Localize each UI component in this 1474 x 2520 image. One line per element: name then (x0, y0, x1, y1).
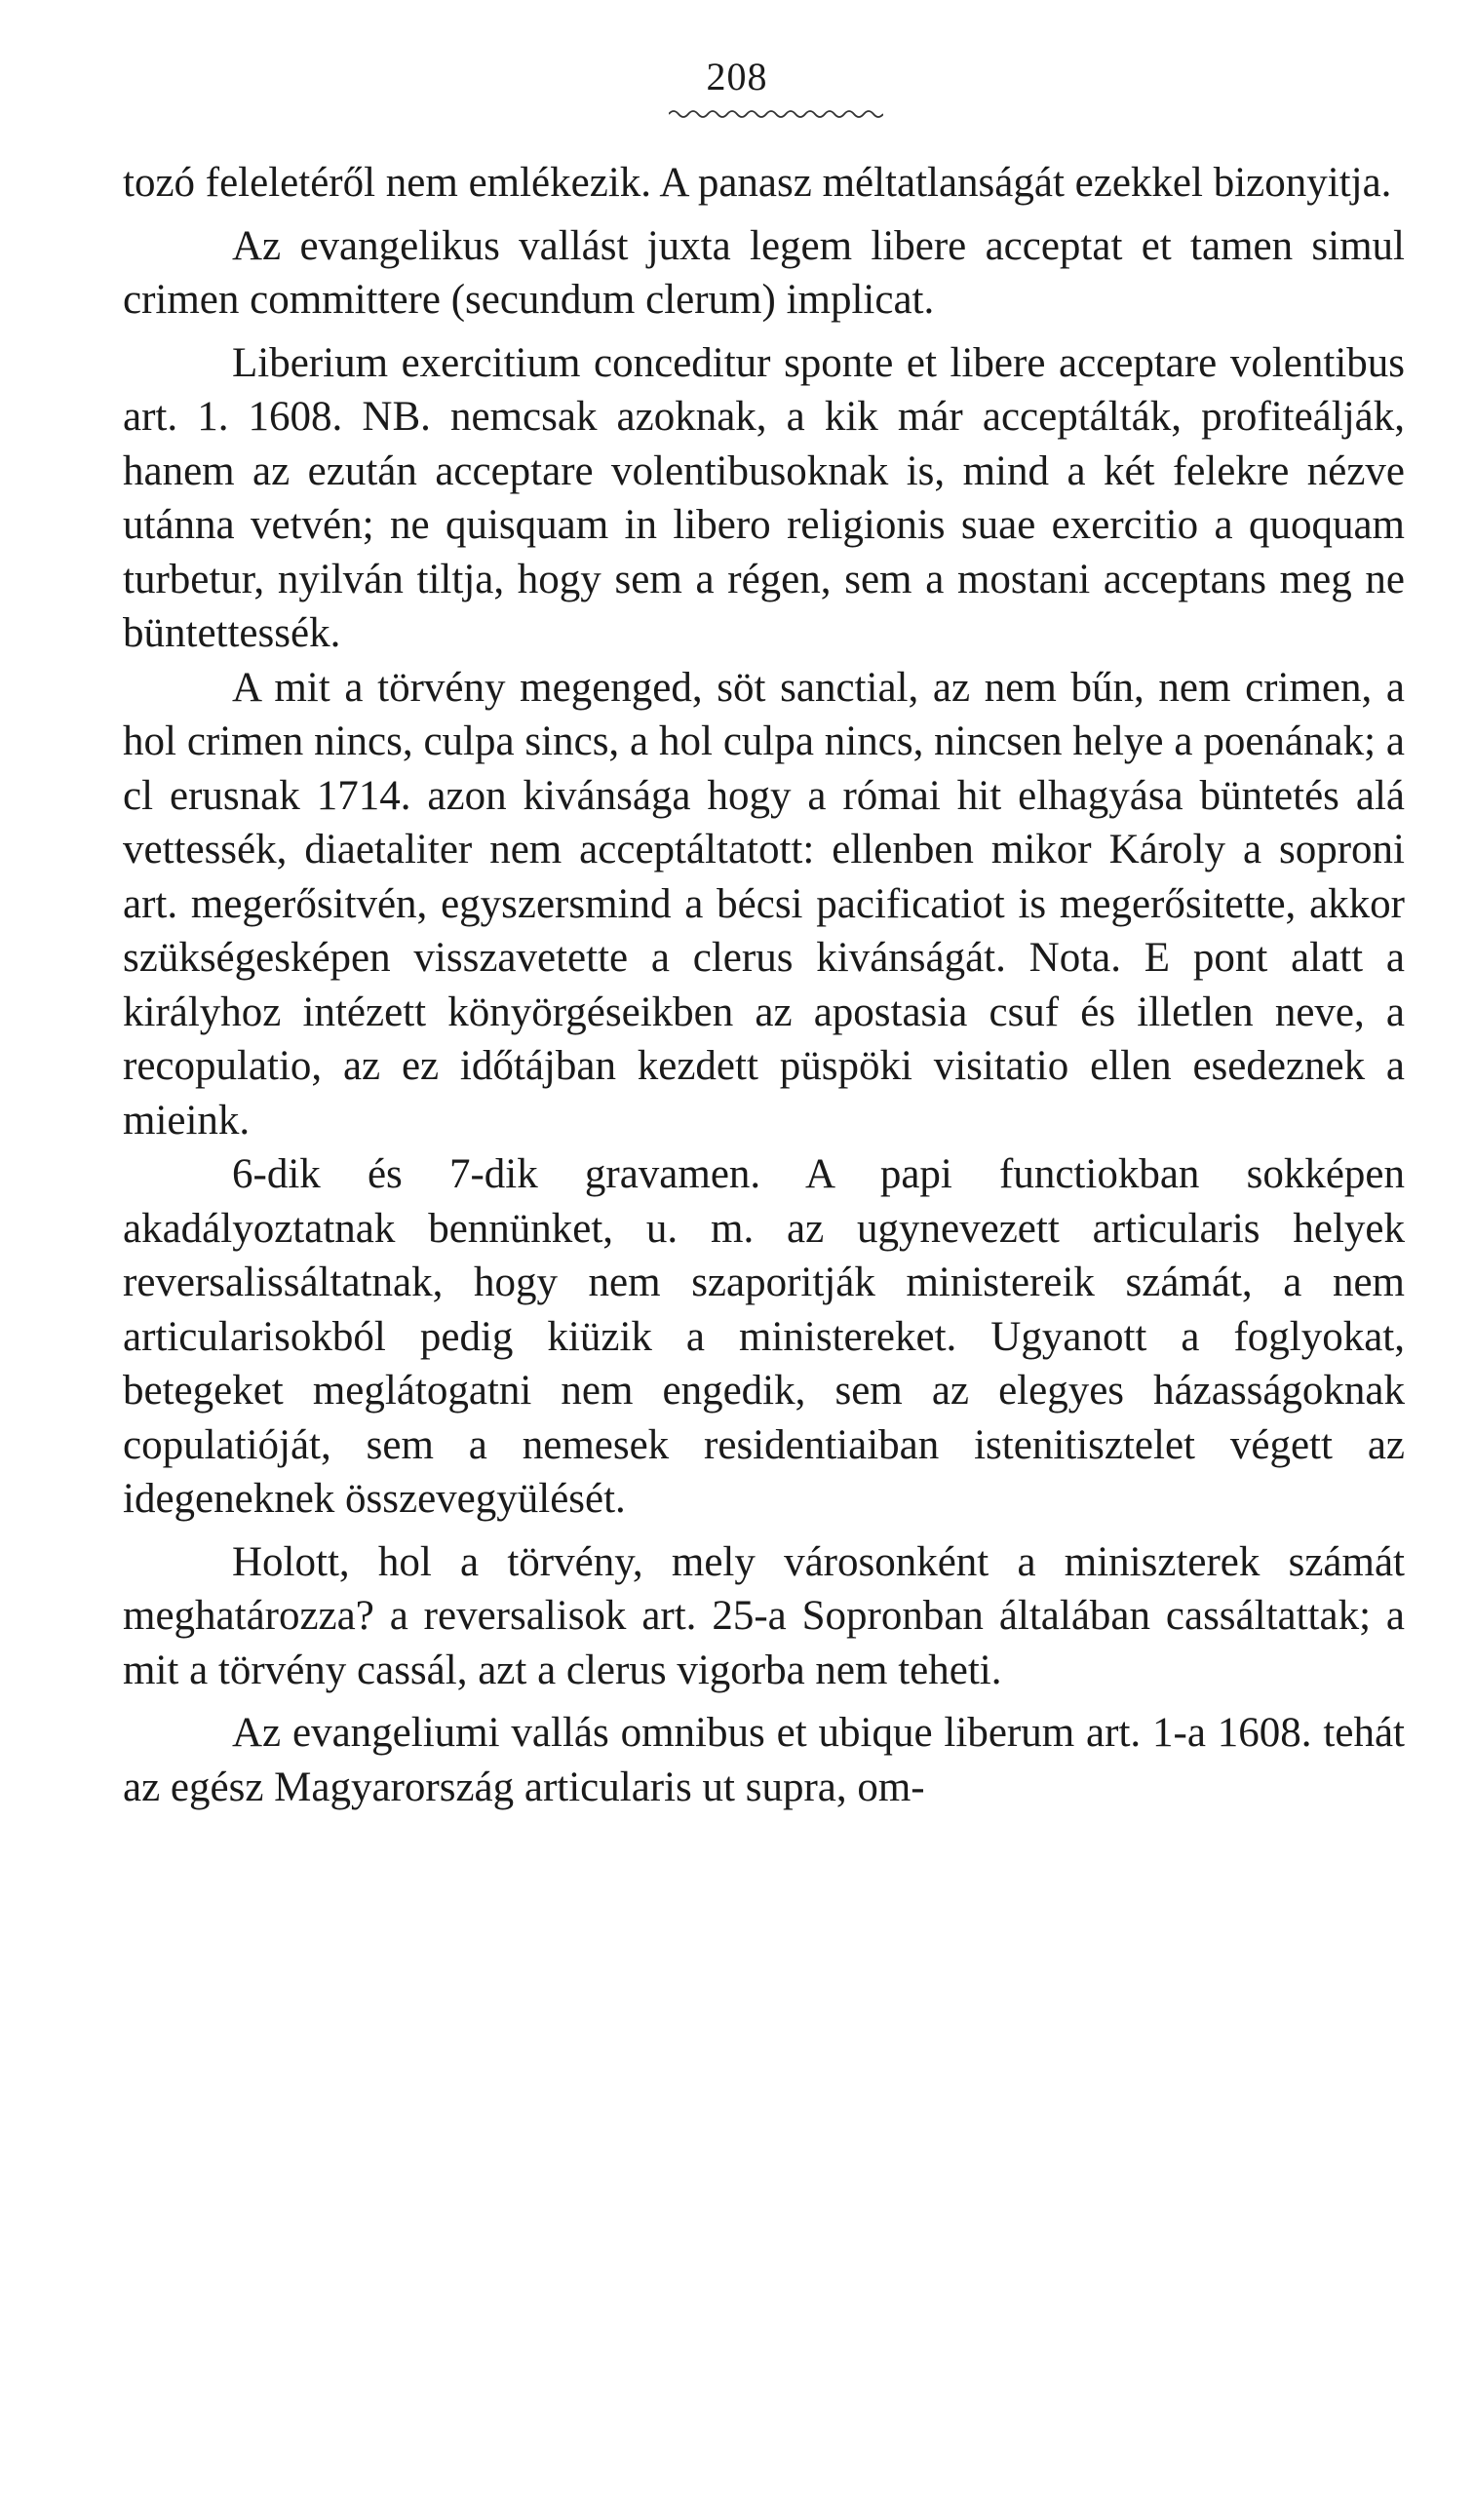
paragraph-torveny: A mit a törvény megenged, söt sanctial, az nem bűn, nem crimen, a hol crimen nincs, culpa sincs, a hol culpa nincs, nincsen helye a poenának; a cl erusnak 1714. azon kivánsága hogy a római hit elhagyása büntetés alá vettessék, diaetaliter nem acceptáltatott: ellenben mikor Károly a soproni art. megerősitvén, egyszersmind a bécsi pacificatiot is megerősitette, akkor szükségesképen visszavetette a clerus kivánságát. Nota. E pont alatt a királyhoz intézett könyörgéseikben az apostasia csuf és illetlen neve, a recopulatio, az ez időtájban kezdett püspöki visitatio ellen esedeznek a mieink. (123, 664, 1405, 1144)
wavy-rule-ornament (669, 107, 883, 121)
paragraph-gravamen: 6-dik és 7-dik gravamen. A papi functiokban sokképen akadályoztatnak bennünket, u. m. az ugynevezett articularis helyek reversalissáltatnak, hogy nem szaporitják ministereik számát, a nem articularisokból pedig kiüzik a ministereket. Ugyanott a foglyokat, betegeket meglátogatni nem engedik, sem az elegyes házasságoknak copulatióját, sem a nemesek residentiaiban istenitisztelet végett az idegeneknek összevegyülését. (123, 1151, 1405, 1522)
paragraph-evangelikus: Az evangelikus vallást juxta legem libere acceptat et tamen simul crimen committere (secundum clerum) implicat. (123, 222, 1405, 323)
body-text (123, 156, 1405, 1814)
paragraph-liberium: Liberium exercitium conceditur sponte et libere acceptare volentibus art. 1. 1608. NB. nemcsak azoknak, a kik már acceptálták, profiteálják, hanem az ezután acceptare volentibusoknak is, mind a két felekre nézve utánna vetvén; ne quisquam in libero religionis suae exercitio a quoquam turbetur, nyilván tiltja, hogy sem a régen, sem a mostani acceptans meg ne büntettessék. (123, 339, 1405, 656)
page-number: 208 (706, 55, 768, 98)
paragraph-evangeliumi: Az evangeliumi vallás omnibus et ubique liberum art. 1-a 1608. tehát az egész Magyarország articularis ut supra, om- (123, 1710, 1405, 1810)
paragraph-continuation: tozó feleletéről nem emlékezik. A panasz méltatlanságát ezekkel bizonyitja. (123, 160, 1392, 206)
paragraph-holott: Holott, hol a törvény, mely városonként a miniszterek számát meghatározza? a reversalisok art. 25-a Sopronban általában cassáltattak; a mit a törvény cassál, azt a clerus vigorba nem teheti. (123, 1538, 1405, 1693)
